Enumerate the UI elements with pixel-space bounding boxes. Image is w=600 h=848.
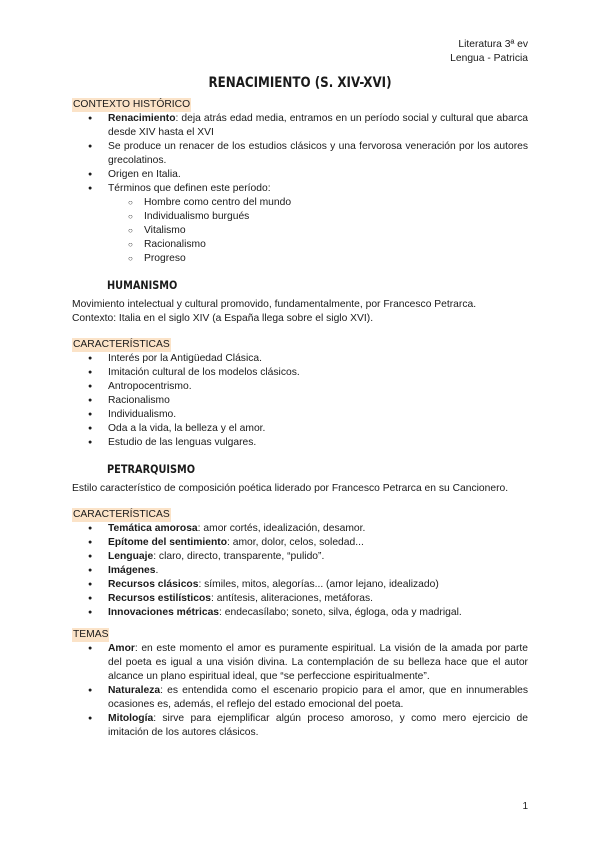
term-bold: Mitología [108, 713, 154, 724]
list-item: ● Racionalismo [72, 394, 528, 408]
humanismo-list [72, 352, 528, 450]
list-item [72, 182, 528, 196]
term-bold: Renacimiento [108, 113, 176, 124]
item-text: Se produce un renacer de los estudios clásicos y una fervorosa veneración por los autores grecolatinos. [108, 141, 528, 166]
list-item [72, 140, 528, 168]
document-body [72, 98, 528, 740]
term-bold: Imágenes [108, 565, 156, 576]
subtitle-humanismo: HUMANISMO [107, 278, 178, 292]
item-text: : deja atrás edad media, entramos en un período social y cultural que abarca desde XIV hasta el XVI [108, 113, 528, 138]
list-item [72, 168, 528, 182]
contexto-sublist [72, 196, 528, 266]
sub-list-item: ○ Progreso [72, 252, 528, 266]
list-item [72, 578, 528, 592]
list-item [72, 712, 528, 740]
list-item [72, 642, 528, 684]
petrarquismo-paragraph: Estilo característico de composición poética liderado por Francesco Petrarca en su Cancionero. [72, 483, 509, 494]
item-text: : endecasílabo; soneto, silva, égloga, oda y madrigal. [219, 607, 462, 618]
list-item [72, 522, 528, 536]
page-header [450, 38, 528, 66]
item-text: : claro, directo, transparente, “pulido”. [153, 551, 325, 562]
section-contexto [72, 98, 528, 266]
sub-list-item: ○ Hombre como centro del mundo [72, 196, 528, 210]
sub-list-item: ○ Vitalismo [72, 224, 528, 238]
section-temas [72, 628, 528, 740]
item-text: : amor, dolor, celos, soledad... [227, 537, 364, 548]
term-bold: Lenguaje [108, 551, 154, 562]
list-item: ● Interés por la Antigüedad Clásica. [72, 352, 528, 366]
item-text: : en este momento el amor es puramente espiritual. La visión de la amada por parte del poeta es igual a una visión divina. La contemplación de su belleza hace que el autor alcance un plano espiritual ideal, que “se perfeccione espiritualmente”. [108, 643, 528, 682]
list-item: ● Imitación cultural de los modelos clásicos. [72, 366, 528, 380]
page-number: 1 [522, 801, 528, 812]
list-item [72, 592, 528, 606]
temas-list [72, 642, 528, 740]
sub-list-item: ○ Individualismo burgués [72, 210, 528, 224]
list-item [72, 112, 528, 140]
list-item: ● Estudio de las lenguas vulgares. [72, 436, 528, 450]
term-bold: Innovaciones métricas [108, 607, 220, 618]
contexto-list [72, 112, 528, 196]
section-humanismo [72, 278, 528, 450]
list-item [72, 536, 528, 550]
document-title: RENACIMIENTO (S. XIV-XVI) [208, 75, 392, 91]
sub-list-item: ○ Racionalismo [72, 238, 528, 252]
item-text: Términos que definen este período: [108, 183, 271, 194]
item-text: : amor cortés, idealización, desamor. [197, 523, 366, 534]
item-text: : es entendida como el escenario propicio para el amor, que en innumerables ocasiones es, además, el reflejo del estado emocional del poeta. [108, 685, 528, 710]
section-label-contexto: CONTEXTO HISTÓRICO [73, 99, 191, 110]
term-bold: Naturaleza [108, 685, 161, 696]
subtitle-petrarquismo: PETRARQUISMO [107, 462, 196, 476]
item-text: . [155, 565, 159, 576]
section-petrarquismo [72, 462, 528, 620]
term-bold: Temática amorosa [108, 523, 198, 534]
list-item: ● Antropocentrismo. [72, 380, 528, 394]
term-bold: Epítome del sentimiento [108, 537, 228, 548]
petrarquismo-list [72, 522, 528, 620]
list-item [72, 550, 528, 564]
list-item [72, 606, 528, 620]
term-bold: Recursos estilísticos [108, 593, 212, 604]
list-item: ● Individualismo. [72, 408, 528, 422]
section-label-caracteristicas: CARACTERÍSTICAS [73, 509, 170, 520]
item-text: : símiles, mitos, alegorías... (amor lejano, idealizado) [198, 579, 439, 590]
term-bold: Recursos clásicos [108, 579, 199, 590]
header-subject: Lengua - Patricia [450, 53, 528, 64]
item-text: : antítesis, aliteraciones, metáforas. [211, 593, 373, 604]
humanismo-paragraph: Movimiento intelectual y cultural promovido, fundamentalmente, por Francesco Petrarca. [72, 299, 477, 310]
section-label-caracteristicas: CARACTERÍSTICAS [73, 339, 170, 350]
item-text: : sirve para ejemplificar algún proceso amoroso, y como mero ejercicio de imitación de los autores clásicos. [108, 713, 528, 738]
list-item [72, 564, 528, 578]
list-item: ● Oda a la vida, la belleza y el amor. [72, 422, 528, 436]
list-item [72, 684, 528, 712]
humanismo-context: Contexto: Italia en el siglo XIV (a España llega sobre el siglo XVI). [72, 313, 374, 324]
section-label-temas: TEMAS [73, 629, 109, 640]
term-bold: Amor [108, 643, 135, 654]
item-text: Origen en Italia. [108, 169, 181, 180]
header-course: Literatura 3ª ev [458, 39, 528, 50]
